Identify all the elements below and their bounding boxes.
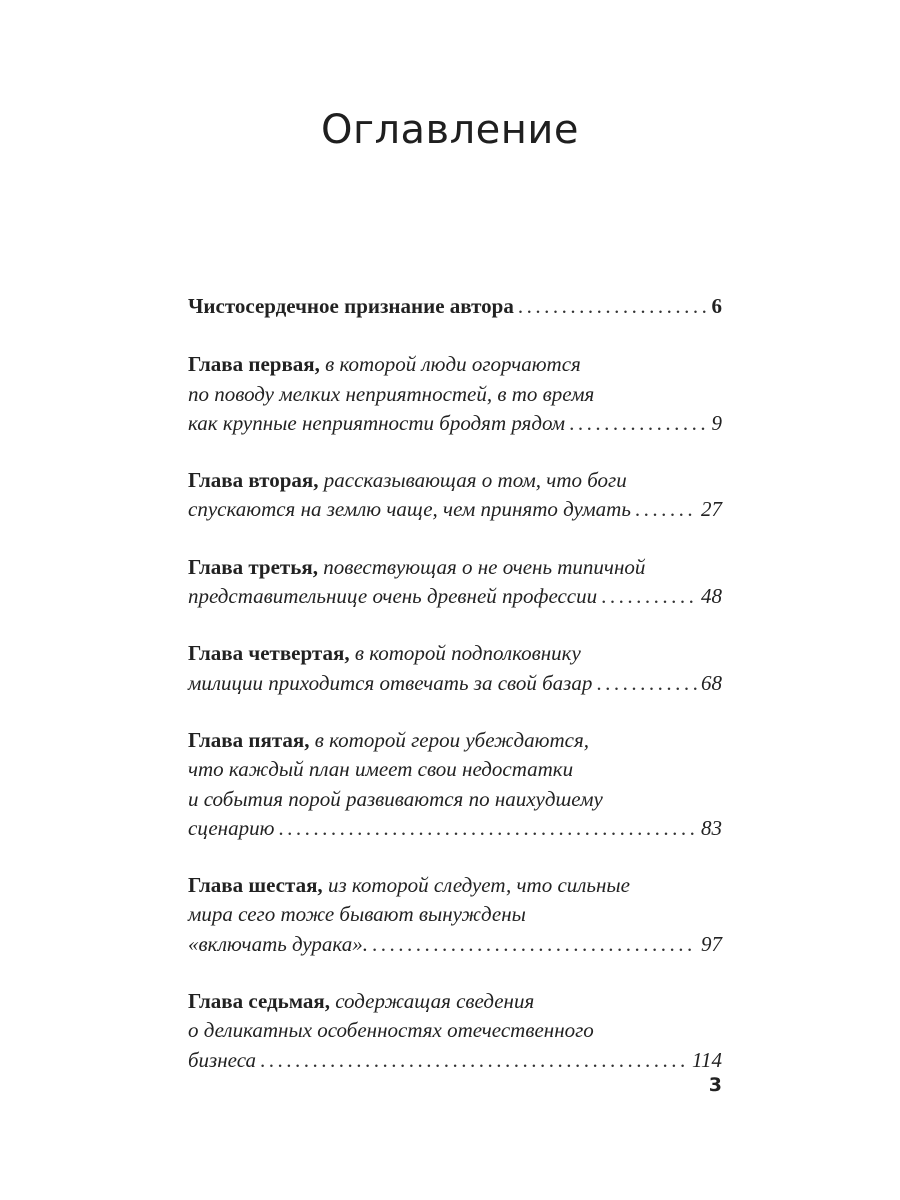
dot-leader: [372, 930, 697, 959]
toc-entry-chapter-5[interactable]: [188, 726, 722, 843]
chapter-description: мира сего тоже бывают вынуждены: [188, 902, 526, 927]
chapter-description: и события порой развиваются по наихудшему: [188, 786, 603, 811]
chapter-heading: Глава первая,: [188, 352, 320, 377]
toc-entry-chapter-3[interactable]: [188, 553, 722, 612]
toc-line: [188, 1046, 722, 1075]
chapter-heading: Глава шестая,: [188, 873, 323, 898]
chapter-description: содержащая сведения: [335, 989, 535, 1014]
page-title: Оглавление: [320, 107, 580, 153]
chapter-heading: Глава вторая,: [188, 468, 319, 493]
toc-line: [188, 987, 722, 1016]
toc-line: [188, 409, 722, 438]
chapter-description: как крупные неприятности бродят рядом: [188, 410, 566, 435]
toc-page-number: 9: [711, 410, 722, 435]
toc-line: [188, 292, 722, 321]
toc-entry-preface[interactable]: [188, 292, 722, 321]
toc-line: [188, 726, 722, 755]
toc-line: [188, 380, 722, 409]
page-number: 3: [708, 1074, 722, 1096]
dot-leader: [260, 1046, 688, 1075]
toc-page-number: 97: [701, 931, 722, 956]
toc-line: [188, 871, 722, 900]
chapter-description: в которой герои убеждаются,: [314, 727, 589, 752]
chapter-description: рассказывающая о том, что боги: [323, 468, 627, 493]
toc-entry-chapter-4[interactable]: [188, 639, 722, 698]
dot-leader: [518, 292, 708, 321]
toc-page-number: 114: [692, 1047, 722, 1072]
chapter-description: в которой люди огорчаются: [325, 352, 581, 377]
chapter-description: о деликатных особенностях отечественного: [188, 1018, 594, 1043]
dot-leader: [601, 582, 697, 611]
dot-leader: [635, 495, 697, 524]
toc-line: [188, 495, 722, 524]
chapter-description: бизнеса: [188, 1047, 256, 1072]
toc-line: [188, 755, 722, 784]
toc-line: [188, 466, 722, 495]
toc-page-number: 83: [701, 815, 722, 840]
chapter-description: повествующая о не очень типичной: [323, 554, 646, 579]
chapter-description: «включать дурака».: [188, 931, 368, 956]
chapter-description: в которой подполковнику: [354, 641, 581, 666]
chapter-description: милиции приходится отвечать за свой базар: [188, 670, 593, 695]
toc-line: [188, 930, 722, 959]
table-of-contents: [188, 292, 722, 1103]
chapter-heading: Глава пятая,: [188, 727, 310, 752]
chapter-heading: Глава четвертая,: [188, 641, 350, 666]
toc-entry-title: Чистосердечное признание автора: [188, 294, 514, 318]
chapter-description: что каждый план имеет свои недостатки: [188, 757, 574, 782]
toc-page-number: 68: [701, 670, 722, 695]
toc-entry-chapter-6[interactable]: [188, 871, 722, 959]
toc-line: [188, 785, 722, 814]
dot-leader: [596, 669, 697, 698]
toc-line: [188, 900, 722, 929]
toc-page-number: 6: [711, 294, 722, 318]
chapter-description: представительнице очень древней профессии: [188, 584, 598, 609]
toc-line: [188, 582, 722, 611]
chapter-description: по поводу мелких неприятностей, в то время: [188, 381, 595, 406]
dot-leader: [569, 409, 707, 438]
chapter-description: из которой следует, что сильные: [327, 873, 630, 898]
toc-entry-chapter-2[interactable]: [188, 466, 722, 525]
toc-entry-chapter-1[interactable]: [188, 350, 722, 438]
chapter-heading: Глава третья,: [188, 554, 318, 579]
chapter-description: спускаются на землю чаще, чем принято думать: [188, 497, 631, 522]
chapter-description: сценарию: [188, 815, 275, 840]
toc-page-number: 48: [701, 584, 722, 609]
toc-page-number: 27: [701, 497, 722, 522]
dot-leader: [278, 814, 697, 843]
toc-line: [188, 350, 722, 379]
toc-line: [188, 814, 722, 843]
toc-line: [188, 553, 722, 582]
toc-entry-chapter-7[interactable]: [188, 987, 722, 1075]
toc-line: [188, 639, 722, 668]
chapter-heading: Глава седьмая,: [188, 989, 330, 1014]
toc-line: [188, 669, 722, 698]
toc-line: [188, 1016, 722, 1045]
